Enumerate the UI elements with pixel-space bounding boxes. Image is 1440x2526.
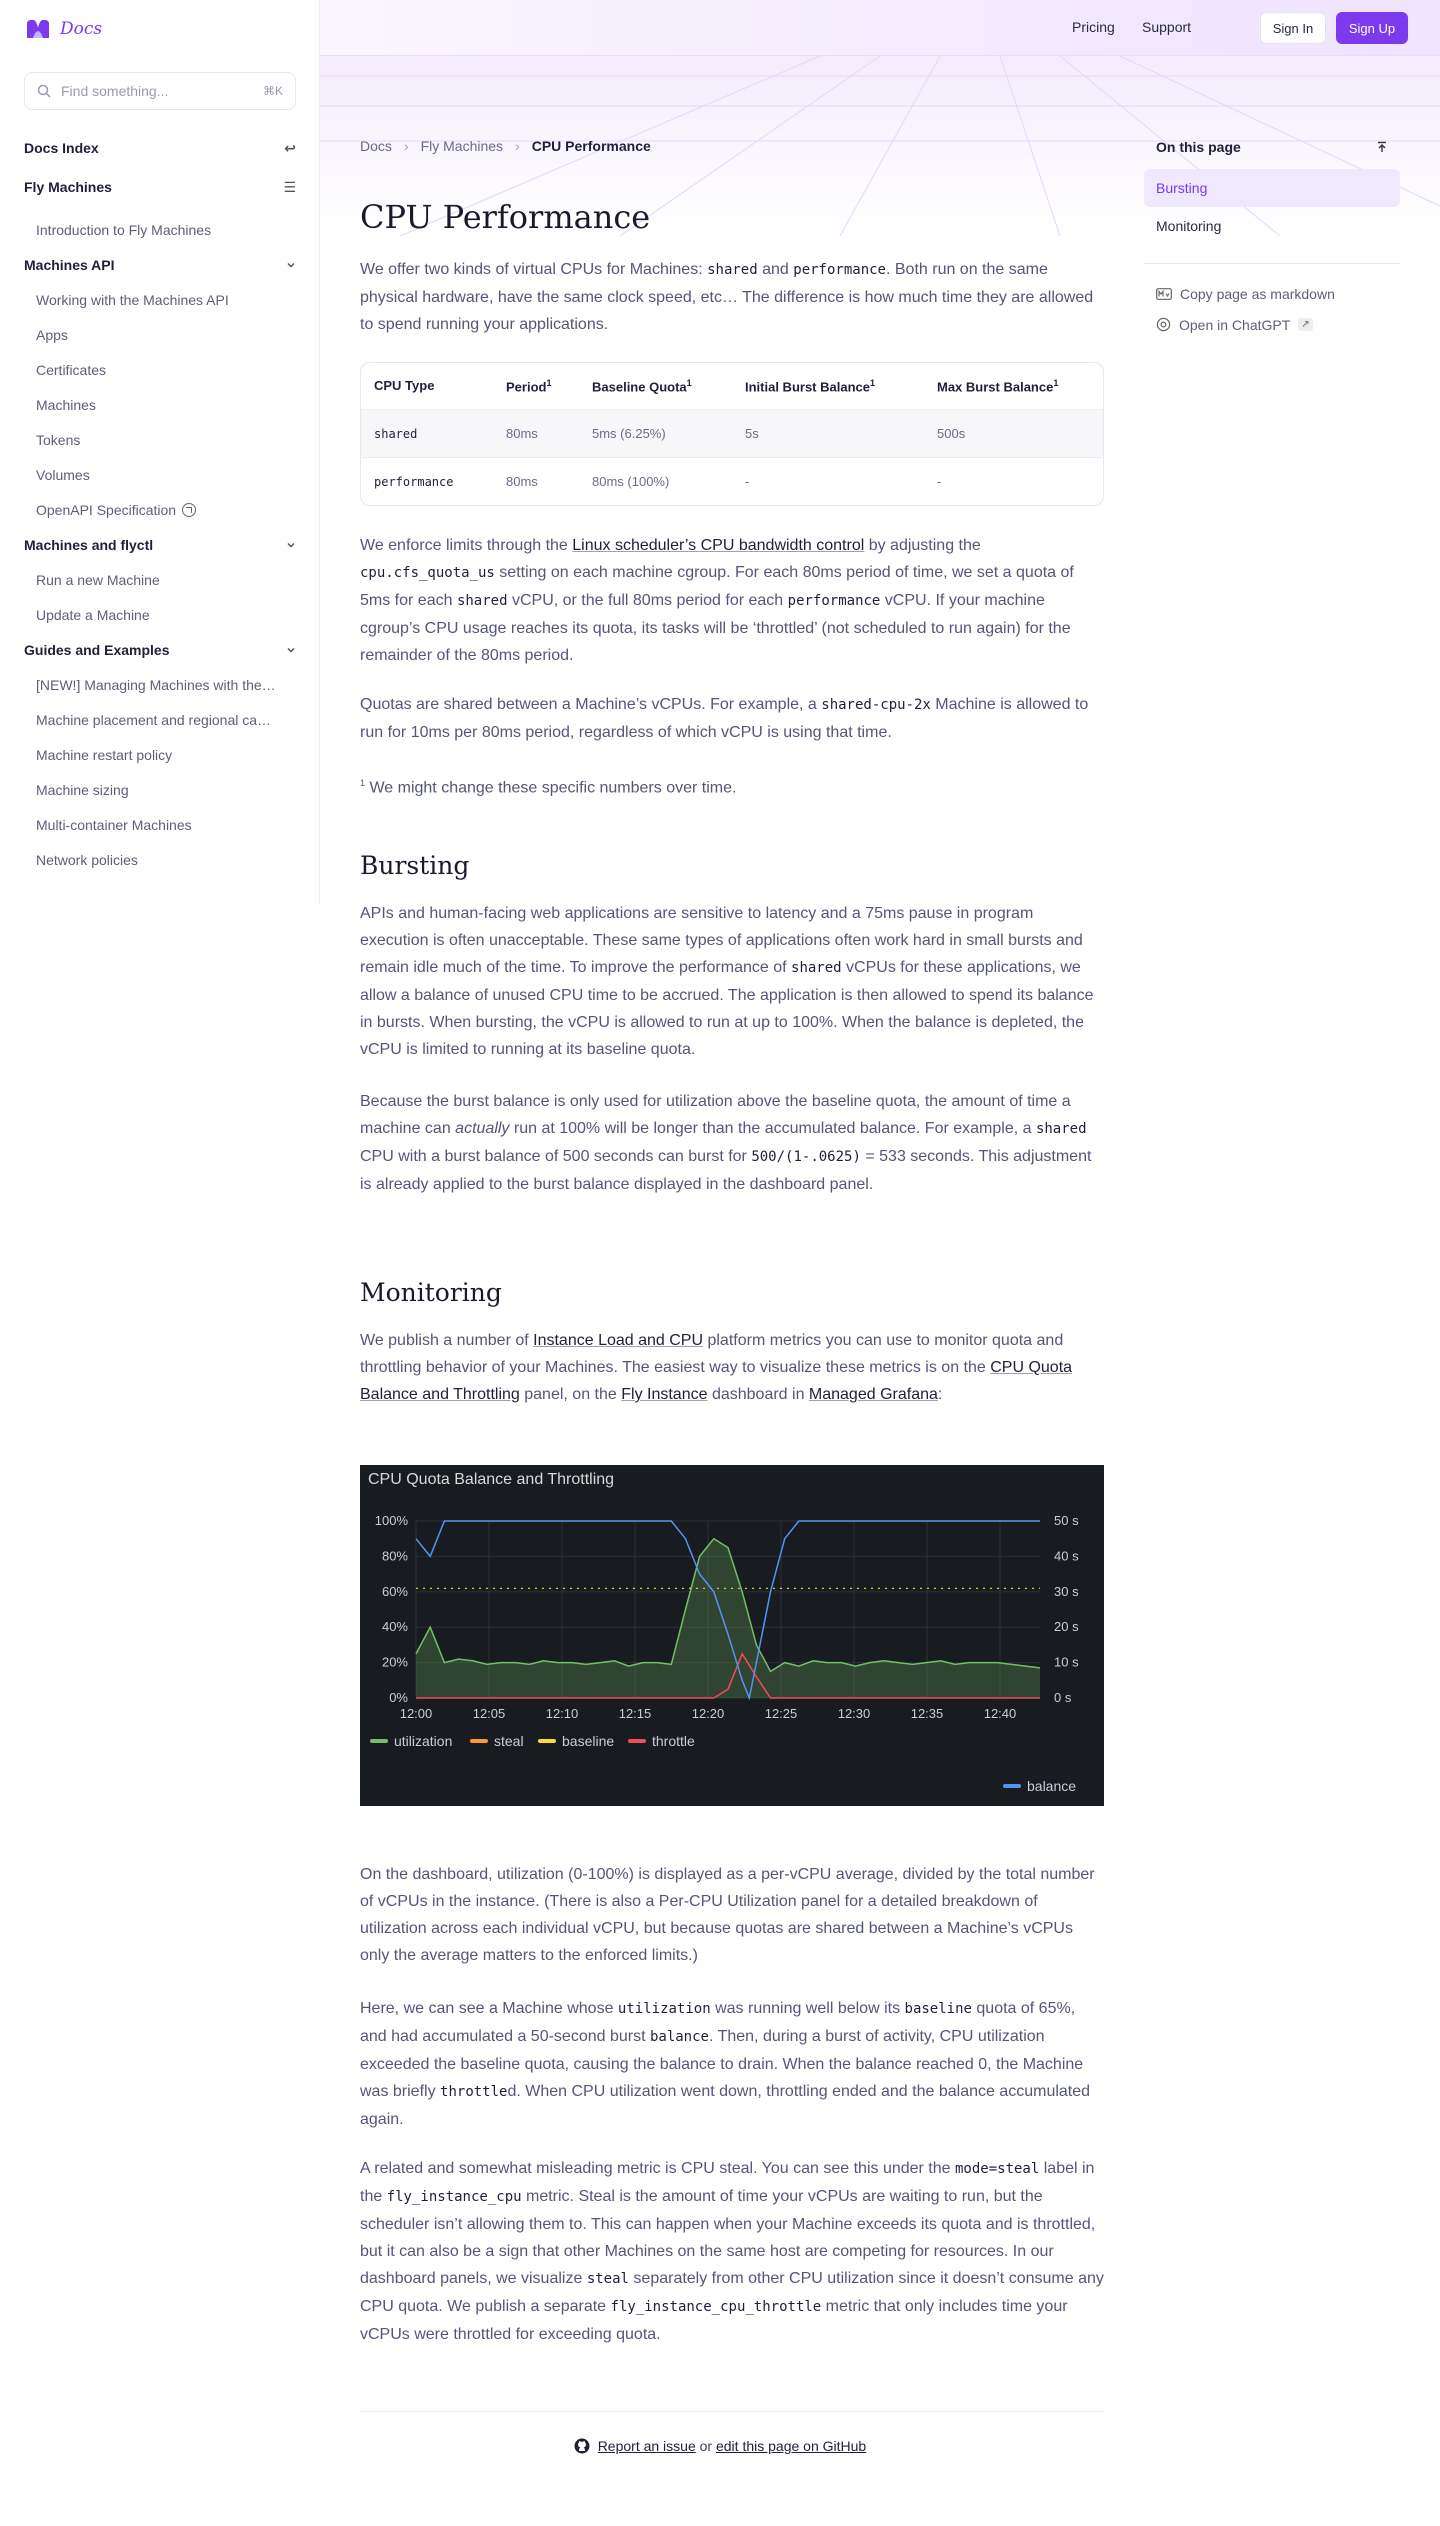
monitoring-paragraph-4: A related and somewhat misleading metric is CPU steal. You can see this under the mode=steal label in the fly_instance_cpu metric. Steal is the amount of time your vCPUs are waiting to run, but the scheduler isn’t allowing them to. This can happen when your Machine exceeds its quota and is throttled, but it can also be a sign that other Machines on the same host are competing for resources. In our dashboard panels, we visualize steal separately from other CPU utilization since it doesn’t consume any CPU quota. We publish a separate fly_instance_cpu_throttle metric that only includes time your vCPUs were throttled for exceeding quota.: [360, 2160, 1104, 2343]
external-arrow-icon: ↗: [1298, 318, 1312, 331]
monitoring-paragraph-2: On the dashboard, utilization (0-100%) is displayed as a per-vCPU average, divided by the total number of vCPUs in the instance. (There is also a Per-CPU Utilization panel for a detailed breakdown of utilization across each individual vCPU, but because quotas are shared between a Machine’s vCPUs only the average matters to the enforced limits.): [360, 1866, 1095, 1964]
sign-up-button[interactable]: Sign Up: [1336, 12, 1408, 44]
sign-in-button[interactable]: Sign In: [1260, 12, 1326, 44]
x-tick-label: 12:10: [545, 1706, 579, 1721]
sidebar-item[interactable]: [24, 842, 296, 877]
x-tick-label: 12:15: [618, 1706, 652, 1721]
page-footer: [0, 2438, 1440, 2454]
open-chatgpt-button[interactable]: [1144, 309, 1400, 340]
toc-divider: [1144, 263, 1400, 264]
managed-grafana-link[interactable]: Managed Grafana: [808, 1386, 938, 1403]
github-icon: [574, 2438, 590, 2454]
sidebar-item-label: Docs Index: [24, 140, 99, 156]
quotas-paragraph: Quotas are shared between a Machine’s vCPUs. For example, a shared-cpu-2x Machine is allowed to run for 10ms per 80ms period, regardless of which vCPU is using that time.: [360, 696, 1089, 741]
list-icon: ☰: [283, 178, 296, 195]
breadcrumb-docs[interactable]: Docs: [360, 138, 392, 154]
y-right-tick-label: 0 s: [1054, 1690, 1072, 1705]
sidebar-item[interactable]: [24, 387, 296, 422]
chevron-down-icon: [286, 645, 296, 655]
table-header: Period$^1$: [506, 377, 552, 394]
sidebar-item-label: Machine sizing: [36, 781, 129, 798]
table-cell: -: [924, 457, 1103, 505]
search-shortcut: ⌘K: [262, 84, 283, 98]
sidebar-item-label: Certificates: [36, 361, 107, 378]
back-arrow-icon: ↩: [284, 139, 296, 156]
chevron-right-icon: ›: [515, 138, 520, 154]
cpu-type-table: [360, 362, 1104, 506]
y-left-tick-label: 60%: [381, 1583, 408, 1599]
sidebar-item[interactable]: [24, 562, 296, 597]
table-row: [361, 457, 1103, 505]
limits-paragraph: We enforce limits through the Linux scheduler’s CPU bandwidth control by adjusting the cpu.cfs_quota_us setting on each machine cgroup. For each 80ms period of time, we set a quota of 5ms for each shared vCPU, or the full 80ms period for each performance vCPU. If your machine cgroup’s CPU usage reaches its quota, its tasks will be ‘throttled’ (not scheduled to run again) for the remainder of the 80ms period.: [360, 537, 1074, 664]
sidebar-section-machines-api[interactable]: [24, 247, 296, 282]
sidebar-item[interactable]: [24, 457, 296, 492]
footer-divider: [360, 2411, 1104, 2412]
table-cell: -: [732, 457, 924, 505]
sidebar-nav: [24, 136, 296, 877]
toc-heading: On this page: [1156, 139, 1241, 155]
heading-monitoring: Monitoring: [360, 1278, 502, 1307]
table-header: Max Burst Balance$^1$: [937, 377, 1059, 394]
toc-item-monitoring[interactable]: Monitoring: [1156, 218, 1222, 234]
y-right-tick-label: 10 s: [1054, 1654, 1079, 1670]
x-tick-label: 12:20: [691, 1706, 725, 1721]
sidebar-item-openapi[interactable]: [24, 492, 296, 527]
x-tick-label: 12:40: [983, 1706, 1017, 1721]
sidebar-item[interactable]: [24, 667, 296, 702]
sidebar-item-label: Tokens: [36, 431, 81, 448]
scroll-to-top-icon[interactable]: [1376, 141, 1388, 153]
table-cell: performance: [361, 457, 493, 505]
table-header: CPU Type: [374, 378, 435, 394]
sidebar-item[interactable]: [24, 317, 296, 352]
sidebar-item[interactable]: [24, 807, 296, 842]
sidebar-item-label: Machine restart policy: [36, 746, 173, 763]
sidebar-item[interactable]: [24, 282, 296, 317]
table-cell: shared: [361, 409, 493, 457]
pricing-link[interactable]: Pricing: [1072, 19, 1115, 35]
sidebar-item[interactable]: [24, 702, 296, 737]
legend-label-baseline: baseline: [562, 1733, 615, 1749]
x-tick-label: 12:35: [910, 1706, 944, 1721]
sidebar-section-label: Machines and flyctl: [24, 536, 154, 553]
external-link-icon: [182, 503, 196, 517]
sidebar-item-label: Multi-container Machines: [36, 816, 192, 833]
sidebar-item-intro[interactable]: [24, 212, 296, 247]
chart-svg: [360, 1465, 1104, 1806]
sidebar-item[interactable]: [24, 737, 296, 772]
sidebar-item-docs-index[interactable]: [24, 136, 296, 160]
table-cell: 5ms (6.25%): [579, 409, 732, 457]
y-left-tick-label: 100%: [374, 1513, 408, 1528]
sidebar-section-machines-flyctl[interactable]: [24, 527, 296, 562]
table-header: Initial Burst Balance$^1$: [745, 377, 875, 394]
sidebar-item-label: Machines: [36, 396, 96, 413]
sidebar-item-label: OpenAPI Specification: [36, 501, 177, 518]
table-cell: 80ms: [493, 409, 579, 457]
x-tick-label: 12:30: [837, 1706, 871, 1721]
monitoring-paragraph-1: We publish a number of Instance Load and CPU platform metrics you can use to monitor quota and throttling behavior of your Machines. The easiest way to visualize these metrics is on the CPU Quota Balance and Throttling panel, on the Fly Instance dashboard in Managed Grafana:: [360, 1332, 1073, 1403]
search-placeholder: Find something...: [61, 83, 169, 99]
open-chatgpt-label: Open in ChatGPT: [1179, 316, 1291, 333]
legend-label-balance: balance: [1027, 1778, 1077, 1794]
cpu-quota-panel-link[interactable]: CPU Quota Balance and Throttling: [360, 1359, 1073, 1403]
sidebar-item-fly-machines[interactable]: [24, 175, 296, 199]
legend-label-steal: steal: [494, 1733, 524, 1749]
search-input[interactable]: [24, 72, 296, 110]
y-left-tick-label: 20%: [381, 1654, 408, 1670]
top-header: [320, 0, 1440, 56]
table-cell: 500s: [924, 409, 1103, 457]
grafana-chart: [360, 1465, 1104, 1806]
y-right-tick-label: 50 s: [1054, 1513, 1079, 1528]
breadcrumb-current: CPU Performance: [531, 138, 651, 154]
sidebar-item[interactable]: [24, 422, 296, 457]
bursting-paragraph-2: Because the burst balance is only used for utilization above the baseline quota, the amount of time a machine can actually run at 100% will be longer than the accumulated balance. For example, a shared CPU with a burst balance of 500 seconds can burst for 500/(1-.0625) = 533 seconds. This adjustment is already applied to the burst balance displayed in the dashboard panel.: [360, 1093, 1092, 1193]
edit-on-github-link[interactable]: edit this page on GitHub: [715, 2438, 867, 2454]
x-tick-label: 12:05: [472, 1706, 506, 1721]
logo-text: Docs: [60, 19, 103, 39]
sidebar-item-label: [NEW!] Managing Machines with the…: [36, 676, 276, 693]
sidebar-item-label: Run a new Machine: [36, 571, 160, 588]
sidebar-item[interactable]: [24, 597, 296, 632]
sidebar-item-label: Machine placement and regional ca…: [36, 711, 272, 728]
copy-markdown-button[interactable]: [1144, 278, 1400, 309]
bursting-paragraph-1: APIs and human-facing web applications are sensitive to latency and a 75ms pause in program execution is often unacceptable. These same types of applications often work hard in small bursts and remain idle much of the time. To improve the performance of shared vCPUs for these applications, we allow a balance of unused CPU time to be accrued. The application is then allowed to spend its balance in bursts. When bursting, the vCPU is allowed to run at up to 100%. When the balance is depleted, the vCPU is limited to running at its baseline quota.: [360, 905, 1094, 1058]
fly-balloon-icon: [24, 18, 52, 40]
chevron-down-icon: [286, 260, 296, 270]
table-row: [361, 409, 1103, 457]
page-title: CPU Performance: [360, 198, 651, 236]
footer-or: or: [695, 2438, 716, 2454]
series-area-utilization: [416, 1539, 1040, 1698]
fly-instance-link[interactable]: Fly Instance: [621, 1386, 708, 1403]
sidebar-item[interactable]: [24, 352, 296, 387]
sidebar-item-label: Introduction to Fly Machines: [36, 221, 212, 238]
y-right-tick-label: 30 s: [1054, 1583, 1079, 1599]
table-of-contents: [1144, 130, 1400, 340]
sidebar-section-guides[interactable]: [24, 632, 296, 667]
table-header-row: [361, 363, 1103, 409]
table-cell: 80ms (100%): [579, 457, 732, 505]
legend-label-throttle: throttle: [652, 1733, 695, 1749]
y-right-tick-label: 20 s: [1054, 1619, 1079, 1635]
chart-title: CPU Quota Balance and Throttling: [368, 1471, 615, 1488]
sidebar-section-label: Guides and Examples: [24, 641, 170, 658]
x-tick-label: 12:00: [399, 1706, 433, 1721]
footnote: $^1$ We might change these specific numbers over time.: [360, 778, 737, 797]
copy-markdown-label: Copy page as markdown: [1180, 285, 1335, 302]
breadcrumb: [360, 138, 651, 154]
sidebar: [0, 0, 320, 905]
legend-label-utilization: utilization: [394, 1733, 453, 1749]
sidebar-item-label: Network policies: [36, 851, 138, 868]
y-left-tick-label: 0%: [389, 1690, 408, 1705]
y-right-tick-label: 40 s: [1054, 1548, 1079, 1564]
toc-header: [1144, 130, 1400, 164]
sidebar-item-label: Apps: [36, 326, 68, 343]
sidebar-item[interactable]: [24, 772, 296, 807]
heading-bursting: Bursting: [360, 851, 470, 880]
support-link[interactable]: Support: [1142, 19, 1192, 35]
report-issue-link[interactable]: Report an issue: [597, 2438, 696, 2454]
logo[interactable]: [24, 18, 102, 40]
table-cell: 80ms: [493, 457, 579, 505]
table-cell: 5s: [732, 409, 924, 457]
toc-item-bursting[interactable]: Bursting: [1144, 169, 1400, 207]
intro-paragraph: We offer two kinds of virtual CPUs for Machines: shared and performance. Both run on the same physical hardware, have the same clock speed, etc… The difference is how much time they are allowed to spend running your applications.: [360, 261, 1094, 333]
chevron-down-icon: [286, 540, 296, 550]
sidebar-item-label: Update a Machine: [36, 606, 150, 623]
chevron-right-icon: ›: [403, 138, 409, 154]
y-left-tick-label: 40%: [381, 1619, 408, 1635]
sidebar-item-label: Fly Machines: [24, 179, 112, 195]
instance-load-link[interactable]: Instance Load and CPU: [533, 1332, 704, 1349]
sidebar-item-label: Volumes: [36, 466, 90, 483]
sidebar-section-label: Machines API: [24, 256, 115, 273]
breadcrumb-fly-machines[interactable]: Fly Machines: [420, 138, 504, 154]
markdown-icon: [1156, 288, 1172, 300]
monitoring-paragraph-3: Here, we can see a Machine whose utilization was running well below its baseline quota of 65%, and had accumulated a 50-second burst balance. Then, during a burst of activity, CPU utilization exceeded the baseline quota, causing the balance to drain. When the balance reached 0, the Machine was briefly throttled. When CPU utilization went down, throttling ended and the balance accumulated again.: [360, 2000, 1091, 2128]
search-icon: [37, 84, 51, 98]
table-header: Baseline Quota$^1$: [592, 377, 692, 394]
cpu-bandwidth-link[interactable]: Linux scheduler’s CPU bandwidth control: [572, 537, 865, 554]
x-tick-label: 12:25: [764, 1706, 798, 1721]
y-left-tick-label: 80%: [381, 1548, 408, 1564]
sidebar-item-label: Working with the Machines API: [36, 291, 229, 308]
openai-icon: [1156, 317, 1171, 332]
